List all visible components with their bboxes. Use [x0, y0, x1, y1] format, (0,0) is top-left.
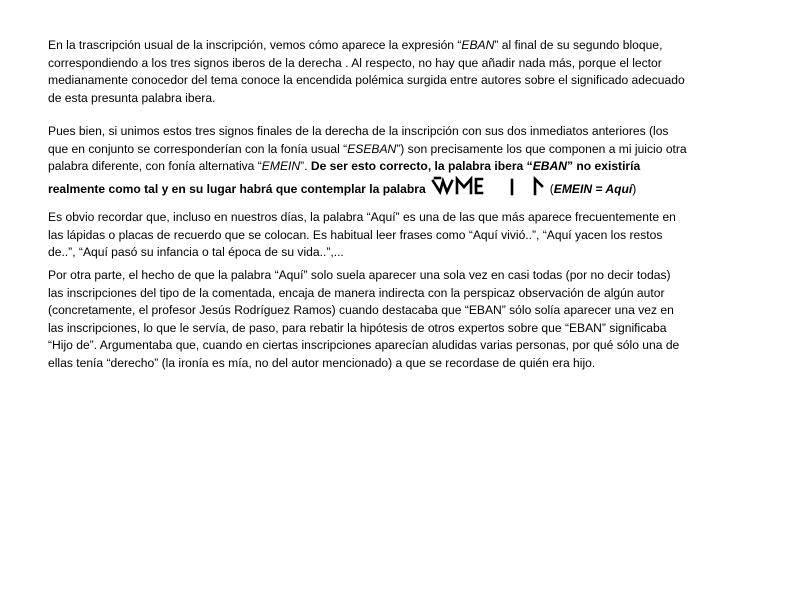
paragraph-4-line-3: (concretamente, el profesor Jesús Rodríguez Ramos) cuando destacaba que “EBAN” sólo solía aparecer una vez en — [48, 303, 674, 318]
paragraph-4-line-2: las inscripciones del tipo de la comentada, encaja de manera indirecta con la perspicaz observación de algún autor — [48, 285, 665, 300]
paragraph-4 — [48, 267, 748, 373]
paragraph-1-line-4: de esta presunta palabra ibera. — [48, 90, 216, 105]
iberian-signs-icon — [430, 176, 546, 202]
paragraph-2-line-1: Pues bien, si unimos estos tres signos finales de la derecha de la inscripción con sus dos inmediatos anteriores (los — [48, 124, 669, 138]
paragraph-1-line-1 — [48, 37, 748, 55]
paragraph-2-line-4 — [48, 176, 748, 202]
text-run: ”) son precisamente los que componen a mi juicio otra — [396, 141, 687, 156]
paragraph-3-line-1: Es obvio recordar que, incluso en nuestros días, la palabra “Aquí” es una de las que más aparece frecuentemente en — [48, 210, 676, 224]
text-run: ( — [549, 181, 554, 196]
paragraph-4-line-1: Por otra parte, el hecho de que la palabra “Aquí” solo suela aparecer una sola vez en casi todas (por no decir todas) — [48, 268, 671, 282]
text-run: que en conjunto se corresponderían con la fonía usual “ — [48, 141, 348, 156]
text-run: ) — [632, 181, 637, 196]
bold-italic-term-eban: EBAN — [532, 159, 567, 174]
paragraph-2 — [48, 123, 748, 201]
paragraph-2-line-2 — [48, 141, 748, 159]
paragraph-1-line-2: correspondiendo a los tres signos iberos de la derecha . Al respecto, no hay que añadir nada más, porque el lector — [48, 55, 662, 70]
paragraph-4-line-4: las inscripciones, lo que le servía, de paso, para rebatir la hipótesis de otros expertos sobre que “EBAN” significaba — [48, 320, 667, 335]
paragraph-3-line-2: las lápidas o placas de recuerdo que se colocan. Es habitual leer frases como “Aquí vivió..”, “Aquí yacen los restos — [48, 227, 663, 242]
italic-term-emein: EMEIN — [261, 159, 301, 174]
italic-term-eban: EBAN — [461, 38, 495, 52]
text-run: En la trascripción usual de la inscripción, vemos cómo aparece la expresión “ — [48, 38, 462, 52]
bold-text-run: De ser esto correcto, la palabra ibera “ — [310, 159, 533, 174]
text-run: palabra diferente, con fonía alternativa “ — [48, 159, 262, 174]
bold-italic-definition: EMEIN = Aquí — [553, 181, 633, 196]
paragraph-3 — [48, 209, 748, 262]
paragraph-1 — [48, 37, 748, 107]
paragraph-2-line-3 — [48, 158, 748, 176]
bold-text-run: ” no existiría — [566, 159, 641, 174]
text-run: ” al final de su segundo bloque, — [494, 38, 663, 52]
paragraph-1-line-3: medianamente conocedor del tema conoce la encendida polémica surgida entre autores sobre el significado adecuado — [48, 73, 685, 88]
paragraph-4-line-5: “Hijo de”. Argumentaba que, cuando en ciertas inscripciones aparecían aludidas varias personas, por qué sólo una de — [48, 338, 680, 353]
text-run: ”. — [300, 159, 311, 174]
italic-term-eseban: ESEBAN — [347, 141, 397, 156]
paragraph-3-line-3: de..”, “Aquí pasó su infancia o tal época de su vida..”,... — [48, 245, 344, 260]
paragraph-4-line-6: ellas tenía “derecho” (la ironía es mía, no del autor mencionado) a que se recordase de quién era hijo. — [48, 355, 596, 370]
bold-text-run: realmente como tal y en su lugar habrá que contemplar la palabra — [48, 181, 426, 196]
